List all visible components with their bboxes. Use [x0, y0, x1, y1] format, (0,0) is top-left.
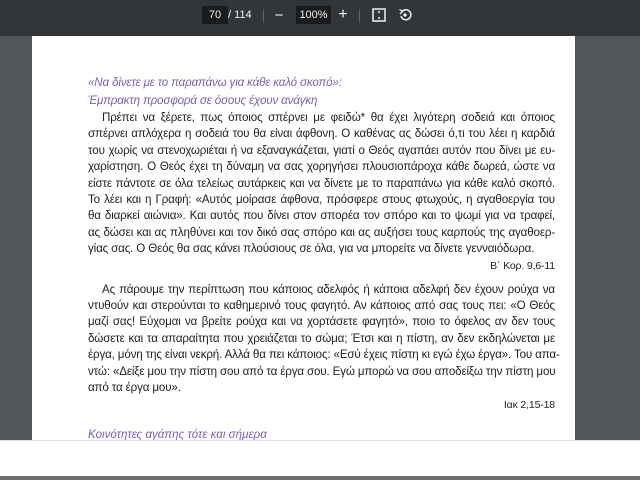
current-page: 70	[208, 9, 222, 21]
text-line: μαζί σας! Εύχομαι να βρείτε ρούχα και να χορτάσετε φαγητό», ποιο το όφελος αν δεν τους	[88, 315, 555, 329]
text-line: έργα, μόνη της είναι νεκρή. Αλλά θα πει κάποιος: «Εσύ έχεις πίστη κι εγώ έχω έργα». Του απα-	[88, 348, 560, 362]
divider	[263, 9, 264, 23]
rotate-button[interactable]	[396, 6, 414, 24]
next-section-heading: Κοινότητες αγάπης τότε και σήμερα	[88, 428, 267, 440]
text-line: είστε πάντοτε σε όλα τελείως αυτάρκεις και να δίνετε με το παραπάνω για κάθε καλό σκοπό.	[88, 176, 555, 190]
rotate-icon	[398, 8, 412, 22]
zoom-level-input[interactable]	[296, 6, 331, 24]
total-pages: / 114	[228, 9, 252, 21]
text-line: από τα έργα μου».	[88, 381, 181, 395]
text-line: σπέρνει απλόχερα η σοδειά του θα είναι άφθονη. Ο καθένας ας δώσει ό,τι του λέει η καρδιά	[88, 127, 555, 141]
section-subheading: Έμπρακτη προσφορά σε όσους έχουν ανάγκη	[88, 94, 318, 107]
text-line: ας δώσει και ας πληθύνει και τον δικό σας σπόρο και ας αυξήσει τους καρπούς της αγαθοερ-	[88, 225, 555, 239]
text-line: Πρέπει να ξέρετε, πως όποιος σπέρνει με φειδώ* θα έχει λιγότερη σοδειά και όποιος	[102, 111, 555, 124]
scripture-reference: Ιακ 2,15-18	[503, 398, 555, 411]
paragraph-1	[88, 110, 555, 258]
text-line: ντυθούν και στερούνται το καθημερινό τους φαγητό. Αν κάποιος από σας τους πει: «Ο Θεός	[88, 299, 555, 313]
text-line: ντώ: «Δείξε μου την πίστη σου από τα έργα σου. Εγώ μπορώ να σου αποδείξω την πίστη μου	[88, 364, 556, 378]
text-line: θα διαρκεί αιώνια». Και αυτός που δίνει στον σπορέα τον σπόρο και το ψωμί για να τραφεί,	[88, 209, 555, 223]
paragraph-2	[88, 282, 560, 397]
pdf-page	[32, 36, 575, 440]
zoom-out-button[interactable]: −	[274, 6, 284, 24]
zoom-in-button[interactable]: +	[338, 6, 348, 23]
fit-page-icon	[372, 8, 386, 22]
pdf-toolbar	[0, 0, 640, 36]
section-heading: «Να δίνετε με το παραπάνω για κάθε καλό σκοπό»:	[88, 76, 342, 89]
text-line: Το λέει και η Γραφή: «Αυτός μοίρασε άφθονα, πρόσφερε στους φτωχούς, η αγαθοεργία του	[88, 193, 555, 207]
scripture-reference: Β΄ Κορ. 9,6-11	[490, 259, 555, 272]
fit-to-page-button[interactable]	[370, 6, 388, 24]
page-content	[88, 74, 560, 413]
text-line: του χωρίς να στενοχωριέται ή να εξαναγκάζεται, γιατί ο Θεός αγαπάει αυτόν που δίνει με ευ-	[88, 143, 555, 157]
divider	[359, 9, 360, 23]
page-number-input[interactable]	[202, 6, 228, 24]
text-line: δώσετε και τα απαραίτητα που χρειάζεται το σώμα; Έτσι και η πίστη, αν δεν εκδηλώνεται με	[88, 331, 555, 345]
bottom-panel	[0, 440, 640, 477]
text-line: γίας σας. Ο Θεός θα σας κάνει πλούσιους σε όλα, για να μπορείτε να δίνετε γενναιόδωρα.	[88, 242, 535, 256]
bottom-border	[0, 476, 640, 480]
zoom-level: 100%	[299, 9, 328, 21]
text-line: Ας πάρουμε την περίπτωση που κάποιος αδελφός ή κάποια αδελφή δεν έχουν ρούχα να	[102, 282, 555, 296]
text-line: χαρίστηση. Ο Θεός έχει τη δύναμη να σας χορηγήσει πλουσιοπάροχα κάθε δωρεά, ώστε να	[88, 160, 555, 174]
